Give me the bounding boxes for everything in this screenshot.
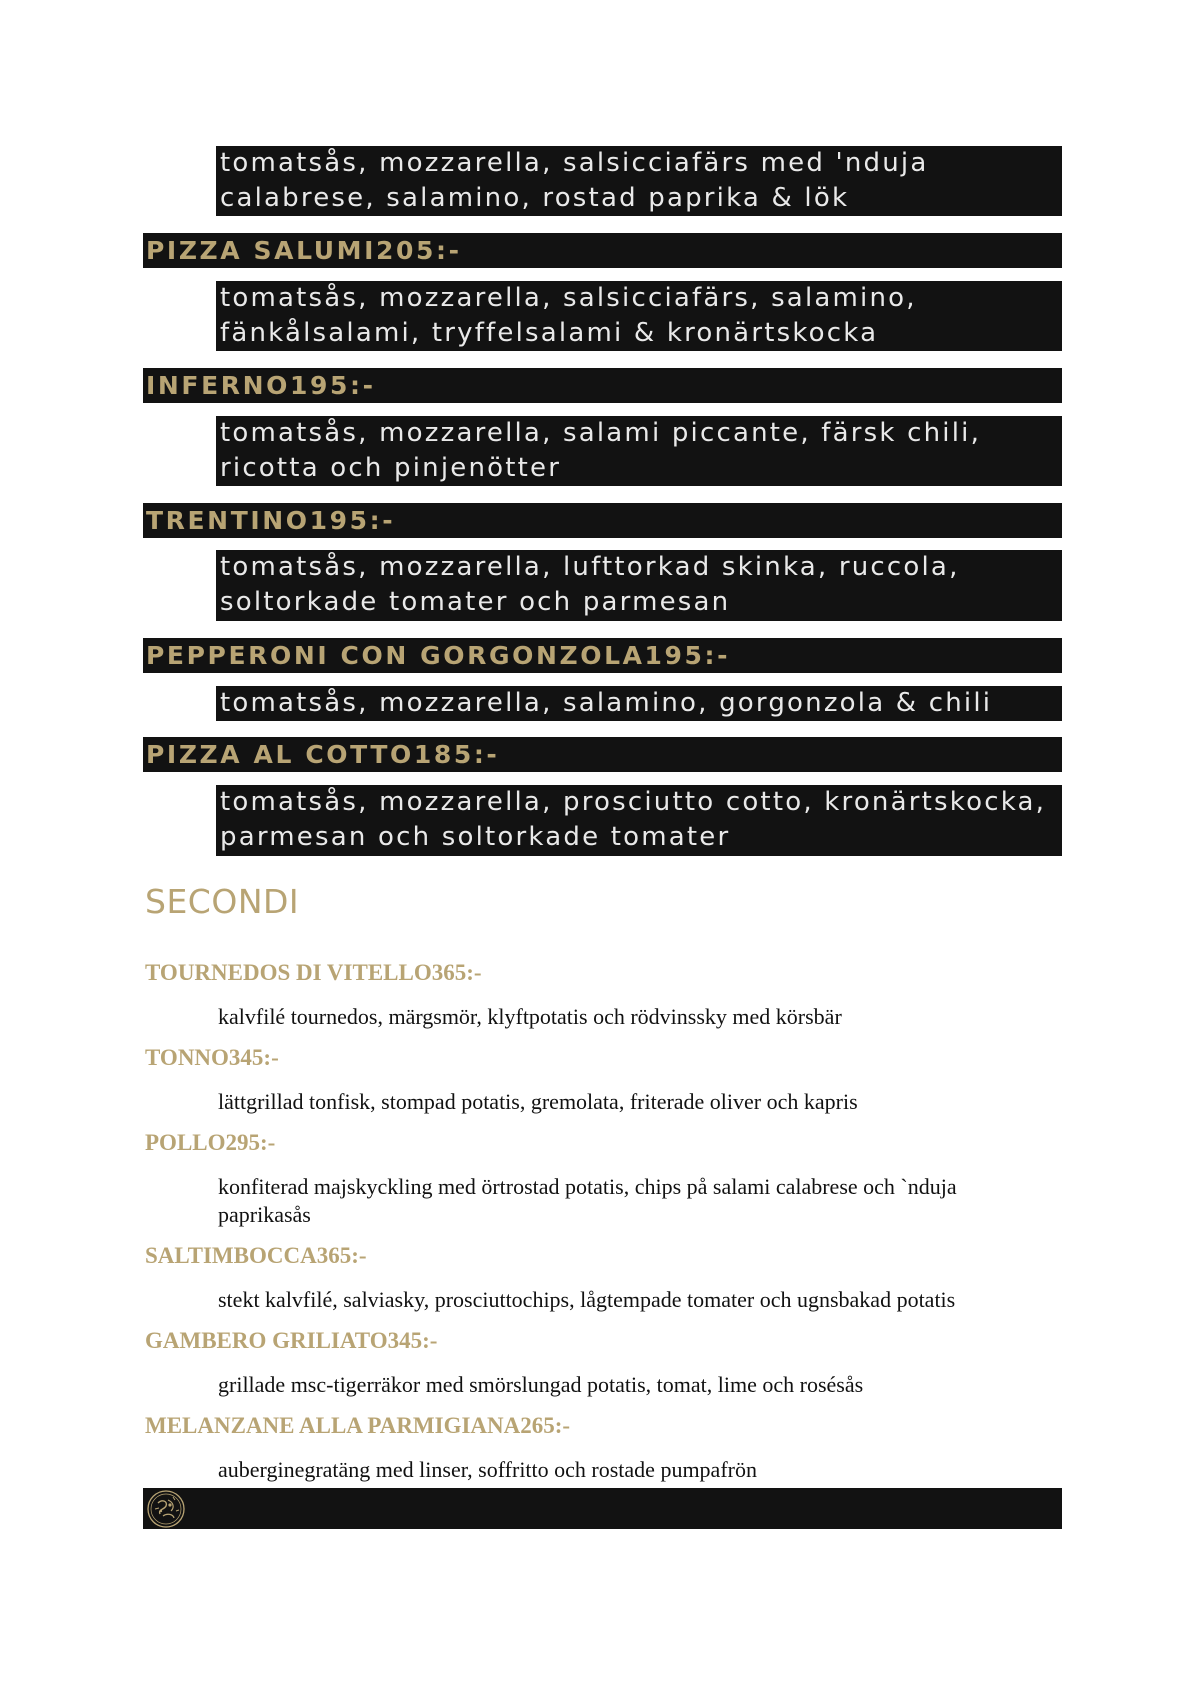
pizza-description xyxy=(216,416,1062,486)
footer-bar xyxy=(143,1488,1062,1529)
description-line: tomatsås, mozzarella, salsicciafärs med 'nduja xyxy=(220,148,929,178)
pizza-description xyxy=(216,146,1062,216)
description-line: ricotta och pinjenötter xyxy=(220,453,562,483)
description-line: calabrese, salamino, rostad paprika & lök xyxy=(220,183,850,213)
pizza-title: PEPPERONI CON GORGONZOLA195:- xyxy=(143,638,1062,673)
dish-description: grillade msc-tigerräkor med smörslungad potatis, tomat, lime och rosésås xyxy=(218,1372,864,1397)
pizza-description xyxy=(216,281,1062,351)
description-line: soltorkade tomater och parmesan xyxy=(220,587,731,617)
description-line: tomatsås, mozzarella, lufttorkad skinka, ruccola, xyxy=(220,552,960,582)
dish-description: auberginegratäng med linser, soffritto och rostade pumpafrön xyxy=(218,1457,757,1482)
pizza-description xyxy=(216,785,1062,856)
pizza-title: TRENTINO195:- xyxy=(143,503,1062,538)
pizza-description xyxy=(216,550,1062,621)
section-heading: SECONDI xyxy=(145,882,300,921)
description-line: tomatsås, mozzarella, salsicciafärs, salamino, xyxy=(220,283,917,313)
dish-description: konfiterad majskyckling med örtrostad potatis, chips på salami calabrese och `nduja paprikasås xyxy=(218,1174,957,1227)
dish-description: lättgrillad tonfisk, stompad potatis, gremolata, friterade oliver och kapris xyxy=(218,1089,858,1114)
description-line: tomatsås, mozzarella, prosciutto cotto, kronärtskocka, xyxy=(220,787,1047,817)
description-line: fänkålsalami, tryffelsalami & kronärtskocka xyxy=(220,318,879,348)
dish-description: kalvfilé tournedos, märgsmör, klyftpotatis och rödvinssky med körsbär xyxy=(218,1004,842,1029)
restaurant-emblem-icon xyxy=(146,1489,186,1529)
dish-title: MELANZANE ALLA PARMIGIANA265:- xyxy=(145,1413,571,1438)
description-line: tomatsås, mozzarella, salamino, gorgonzola & chili xyxy=(220,688,993,718)
dish-description: stekt kalvfilé, salviasky, prosciuttochips, lågtempade tomater och ugnsbakad potatis xyxy=(218,1287,956,1312)
pizza-description xyxy=(216,686,1062,721)
dish-title: GAMBERO GRILIATO345:- xyxy=(145,1328,438,1353)
dish-title: SALTIMBOCCA365:- xyxy=(145,1243,367,1268)
dish-title: TONNO345:- xyxy=(145,1045,279,1070)
description-line: tomatsås, mozzarella, salami piccante, färsk chili, xyxy=(220,418,982,448)
description-line: parmesan och soltorkade tomater xyxy=(220,822,731,852)
pizza-title: PIZZA SALUMI205:- xyxy=(143,233,1062,268)
pizza-title: INFERNO195:- xyxy=(143,368,1062,403)
pizza-title: PIZZA AL COTTO185:- xyxy=(143,737,1062,772)
dish-title: TOURNEDOS DI VITELLO365:- xyxy=(145,960,482,985)
dish-title: POLLO295:- xyxy=(145,1130,276,1155)
